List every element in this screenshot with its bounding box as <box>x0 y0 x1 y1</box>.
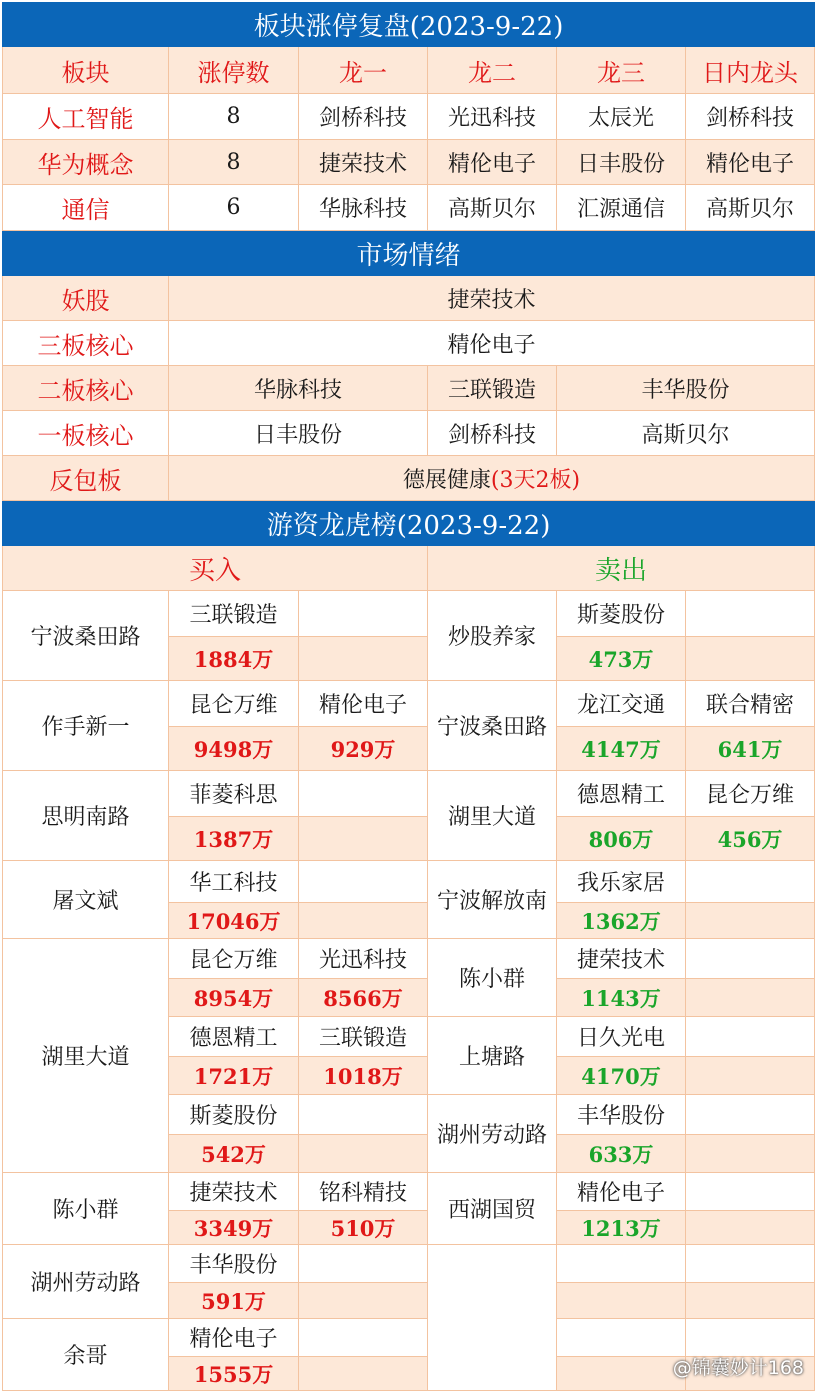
sell-trader-name: 炒股养家 <box>428 591 557 681</box>
buy-stock-name: 斯菱股份 <box>169 1095 299 1135</box>
buy-trader-name: 余哥 <box>3 1319 169 1391</box>
stock-name: 剑桥科技 <box>428 411 557 456</box>
col-header-count: 涨停数 <box>169 47 299 94</box>
buy-stock-name: 昆仑万维 <box>169 681 299 727</box>
stock-name: 华脉科技 <box>299 185 428 231</box>
sell-empty-cell <box>557 1283 686 1319</box>
sell-stock-name: 捷荣技术 <box>557 939 686 979</box>
stock-name: 捷荣技术 <box>299 140 428 185</box>
sell-empty-cell <box>686 637 815 681</box>
sell-empty-cell <box>686 979 815 1017</box>
sell-empty-cell <box>686 1173 815 1211</box>
ranking-body <box>3 591 815 1391</box>
stock-name: 丰华股份 <box>557 366 815 411</box>
sell-empty-cell <box>686 1245 815 1283</box>
sector-name: 人工智能 <box>3 94 169 140</box>
buy-empty-cell <box>299 1319 428 1357</box>
ranking-row <box>3 1245 815 1283</box>
sell-amount: 806万 <box>557 817 686 861</box>
limit-up-count: 8 <box>169 140 299 185</box>
sell-empty-cell <box>557 1319 686 1357</box>
page <box>2 2 814 1391</box>
sell-stock-name: 德恩精工 <box>557 771 686 817</box>
ranking-row <box>3 861 815 903</box>
ranking-row <box>3 771 815 817</box>
sector-row <box>3 140 815 185</box>
buy-amount: 17046万 <box>169 903 299 939</box>
buy-empty-cell <box>299 861 428 903</box>
sell-empty-cell <box>686 1211 815 1245</box>
two-board-label: 二板核心 <box>3 366 169 411</box>
col-header-sector: 板块 <box>3 47 169 94</box>
buy-empty-cell <box>299 1245 428 1283</box>
ranking-row <box>3 681 815 727</box>
buy-amount: 929万 <box>299 727 428 771</box>
sell-amount: 473万 <box>557 637 686 681</box>
demon-stock-label: 妖股 <box>3 276 169 321</box>
col-header-intraday-leader: 日内龙头 <box>686 47 815 94</box>
sell-empty-cell <box>686 939 815 979</box>
sell-header: 卖出 <box>428 546 815 591</box>
buy-empty-cell <box>299 903 428 939</box>
buy-stock-name: 华工科技 <box>169 861 299 903</box>
buy-empty-cell <box>299 1357 428 1391</box>
buy-stock-name: 菲菱科思 <box>169 771 299 817</box>
reverse-board-note: (3天2板) <box>491 468 580 493</box>
stock-name: 高斯贝尔 <box>686 185 815 231</box>
limit-up-count: 6 <box>169 185 299 231</box>
sell-trader-name: 湖州劳动路 <box>428 1095 557 1173</box>
stock-name: 高斯贝尔 <box>428 185 557 231</box>
buy-stock-name: 三联锻造 <box>169 591 299 637</box>
buy-amount: 1387万 <box>169 817 299 861</box>
sector-review-title: 板块涨停复盘(2023-9-22) <box>3 3 815 47</box>
buy-empty-cell <box>299 1283 428 1319</box>
buy-stock-name: 三联锻造 <box>299 1017 428 1057</box>
watermark: @锦囊妙计168 <box>673 1353 804 1380</box>
sell-empty-cell <box>686 1095 815 1135</box>
buy-trader-name: 宁波桑田路 <box>3 591 169 681</box>
buy-stock-name: 丰华股份 <box>169 1245 299 1283</box>
sell-amount: 4147万 <box>557 727 686 771</box>
three-board-row <box>3 321 815 366</box>
sell-empty-cell <box>686 591 815 637</box>
sell-stock-name: 丰华股份 <box>557 1095 686 1135</box>
three-board-value: 精伦电子 <box>169 321 815 366</box>
stock-name: 日丰股份 <box>169 411 428 456</box>
buy-amount: 9498万 <box>169 727 299 771</box>
sell-amount: 1213万 <box>557 1211 686 1245</box>
buy-amount: 8954万 <box>169 979 299 1017</box>
three-board-label: 三板核心 <box>3 321 169 366</box>
reverse-board-stock: 德展健康 <box>403 468 491 493</box>
sell-stock-name: 昆仑万维 <box>686 771 815 817</box>
buy-stock-name: 昆仑万维 <box>169 939 299 979</box>
ranking-row <box>3 591 815 637</box>
sell-empty-cell <box>686 1283 815 1319</box>
stock-name: 剑桥科技 <box>299 94 428 140</box>
stock-name: 华脉科技 <box>169 366 428 411</box>
sell-empty-cell <box>686 861 815 903</box>
market-sentiment-title: 市场情绪 <box>3 232 815 276</box>
buy-empty-cell <box>299 817 428 861</box>
sector-name: 华为概念 <box>3 140 169 185</box>
sell-amount: 456万 <box>686 817 815 861</box>
stock-name: 高斯贝尔 <box>557 411 815 456</box>
ranking-row <box>3 1319 815 1357</box>
buy-amount: 1721万 <box>169 1057 299 1095</box>
demon-stock-value: 捷荣技术 <box>169 276 815 321</box>
buy-trader-name: 作手新一 <box>3 681 169 771</box>
buy-empty-cell <box>299 591 428 637</box>
stock-name: 日丰股份 <box>557 140 686 185</box>
buy-amount: 542万 <box>169 1135 299 1173</box>
one-board-label: 一板核心 <box>3 411 169 456</box>
stock-name: 光迅科技 <box>428 94 557 140</box>
buy-stock-name: 德恩精工 <box>169 1017 299 1057</box>
stock-name: 太辰光 <box>557 94 686 140</box>
market-sentiment-table <box>2 231 815 501</box>
buy-stock-name: 精伦电子 <box>299 681 428 727</box>
sell-empty-cell <box>686 903 815 939</box>
buy-trader-name: 湖里大道 <box>3 939 169 1173</box>
buy-amount: 1884万 <box>169 637 299 681</box>
sell-trader-name: 上塘路 <box>428 1017 557 1095</box>
buy-sell-header-row <box>3 546 815 591</box>
buy-amount: 591万 <box>169 1283 299 1319</box>
sell-amount: 4170万 <box>557 1057 686 1095</box>
buy-trader-name: 屠文斌 <box>3 861 169 939</box>
buy-header: 买入 <box>3 546 428 591</box>
sell-empty-cell <box>428 1245 557 1391</box>
hot-money-title: 游资龙虎榜(2023-9-22) <box>3 502 815 546</box>
two-board-row <box>3 366 815 411</box>
stock-name: 精伦电子 <box>428 140 557 185</box>
limit-up-count: 8 <box>169 94 299 140</box>
stock-name: 三联锻造 <box>428 366 557 411</box>
sell-empty-cell <box>686 1319 815 1357</box>
col-header-dragon-1: 龙一 <box>299 47 428 94</box>
sell-trader-name: 宁波解放南 <box>428 861 557 939</box>
stock-name: 精伦电子 <box>686 140 815 185</box>
sell-amount: 1362万 <box>557 903 686 939</box>
reverse-board-value <box>169 456 815 501</box>
sector-limit-up-table <box>2 2 815 231</box>
sell-stock-name: 精伦电子 <box>557 1173 686 1211</box>
sell-amount: 1143万 <box>557 979 686 1017</box>
buy-amount: 510万 <box>299 1211 428 1245</box>
sell-empty-cell <box>557 1357 686 1391</box>
buy-stock-name: 光迅科技 <box>299 939 428 979</box>
ranking-row <box>3 1173 815 1211</box>
sector-row <box>3 185 815 231</box>
stock-name: 汇源通信 <box>557 185 686 231</box>
buy-empty-cell <box>299 637 428 681</box>
buy-stock-name: 精伦电子 <box>169 1319 299 1357</box>
one-board-row <box>3 411 815 456</box>
sell-stock-name: 龙江交通 <box>557 681 686 727</box>
sell-empty-cell <box>686 1135 815 1173</box>
col-header-dragon-2: 龙二 <box>428 47 557 94</box>
reverse-board-label: 反包板 <box>3 456 169 501</box>
buy-trader-name: 思明南路 <box>3 771 169 861</box>
buy-stock-name: 铭科精技 <box>299 1173 428 1211</box>
buy-stock-name: 捷荣技术 <box>169 1173 299 1211</box>
sell-stock-name: 日久光电 <box>557 1017 686 1057</box>
buy-trader-name: 湖州劳动路 <box>3 1245 169 1319</box>
hot-money-table <box>2 501 815 1391</box>
sell-stock-name: 我乐家居 <box>557 861 686 903</box>
sell-amount: 633万 <box>557 1135 686 1173</box>
sell-stock-name: 斯菱股份 <box>557 591 686 637</box>
stock-name: 剑桥科技 <box>686 94 815 140</box>
sector-row <box>3 94 815 140</box>
ranking-row <box>3 939 815 979</box>
sell-empty-cell <box>686 1057 815 1095</box>
sell-empty-cell <box>686 1017 815 1057</box>
sell-trader-name: 陈小群 <box>428 939 557 1017</box>
sell-amount: 641万 <box>686 727 815 771</box>
buy-amount: 1555万 <box>169 1357 299 1391</box>
buy-empty-cell <box>299 1095 428 1135</box>
sell-trader-name: 西湖国贸 <box>428 1173 557 1245</box>
demon-stock-row <box>3 276 815 321</box>
buy-empty-cell <box>299 771 428 817</box>
sell-empty-cell <box>557 1245 686 1283</box>
buy-trader-name: 陈小群 <box>3 1173 169 1245</box>
col-header-dragon-3: 龙三 <box>557 47 686 94</box>
buy-empty-cell <box>299 1135 428 1173</box>
sector-name: 通信 <box>3 185 169 231</box>
sell-trader-name: 宁波桑田路 <box>428 681 557 771</box>
sell-stock-name: 联合精密 <box>686 681 815 727</box>
buy-amount: 1018万 <box>299 1057 428 1095</box>
buy-amount: 8566万 <box>299 979 428 1017</box>
sector-header-row <box>3 47 815 94</box>
sell-trader-name: 湖里大道 <box>428 771 557 861</box>
buy-amount: 3349万 <box>169 1211 299 1245</box>
reverse-board-row <box>3 456 815 501</box>
